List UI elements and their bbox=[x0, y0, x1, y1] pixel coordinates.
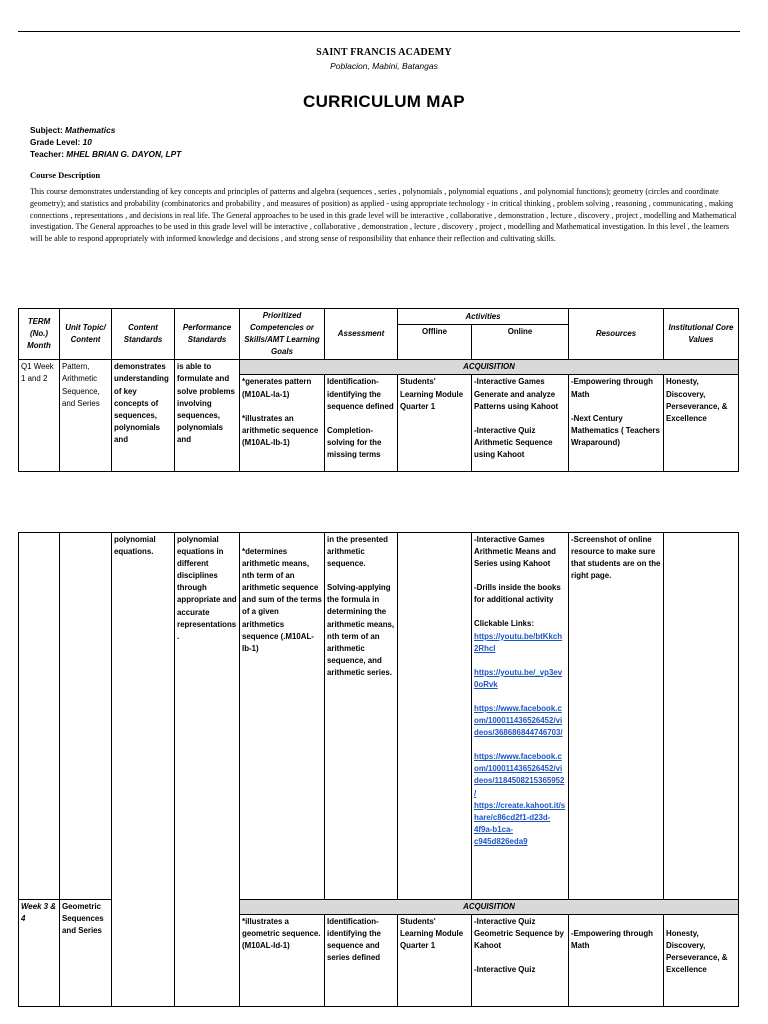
top-rule bbox=[18, 31, 740, 32]
row2-assess2: Solving-applying the formula in determining the arithmetic means, nth term of an arithmetic sequence, and arithmetic series. bbox=[327, 583, 395, 677]
row3-values: Honesty, Discovery, Perseverance, & Excellence bbox=[666, 929, 728, 975]
row1-comp2: *illustrates an arithmetic sequence (M10AL-Ib-1) bbox=[242, 413, 319, 447]
row2-term bbox=[19, 533, 60, 900]
header-unit: Unit Topic/ Content bbox=[60, 309, 112, 360]
row3-term: Week 3 & 4 bbox=[19, 900, 60, 1007]
course-description-text: This course demonstrates understanding of key concepts and principles of patterns and algebra (sequences , series , polynomials , polynomial equations , and polynomial functions); geometry (circles and coordinate geometry); and statistics and probability (combinatorics and probability , and measures of position) as applied - using appropriate technology - in critical thinking , problem solving , reasoning , communicating , making connections , representations , and decisions in real life. The General approaches to be used in this grade level will be interactive , collaborative , demonstration , lecture , discovery , project , modelling and Mathematical investigation. The General approaches to be used in this grade level will be interactive , collaborative , demonstration , lecture , discovery , project , modelling and Mathematical investigation. In this level , the learners will be able to respond appropriately with informed knowledge and decisions , and strong sense of responsibility that enhance their reflection and cultivating skills. bbox=[30, 187, 737, 244]
row2-competencies bbox=[240, 533, 325, 900]
row2-assess1: in the presented arithmetic sequence. bbox=[327, 535, 388, 569]
grade-label: Grade Level: bbox=[30, 137, 81, 147]
row1-assess1: Identification-identifying the sequence defined bbox=[327, 377, 394, 411]
header-online: Online bbox=[472, 325, 569, 360]
link-youtube-1[interactable]: https://youtu.be/btKkch2Rhcl bbox=[474, 631, 563, 653]
row2-comp: *determines arithmetic means, nth term of an arithmetic sequence and sum of the terms of a given arithmetics sequence (.M10AL-Ib-1) bbox=[242, 547, 322, 653]
acquisition-bar: ACQUISITION bbox=[240, 360, 739, 375]
row3-offline: Students' Learning Module Quarter 1 bbox=[398, 915, 472, 1007]
row3-core-values bbox=[664, 915, 739, 1007]
row1-offline: Students' Learning Module Quarter 1 bbox=[398, 375, 472, 472]
row2-content-standards: polynomial equations. bbox=[112, 533, 175, 1007]
header-activities: Activities bbox=[398, 309, 569, 325]
row3-assessment: Identification-identifying the sequence and series defined bbox=[325, 915, 398, 1007]
row1-assessment bbox=[325, 375, 398, 472]
row1-online bbox=[472, 375, 569, 472]
row1-content-standards: demonstrates understanding of key concepts of sequences, polynomials and bbox=[112, 360, 175, 472]
row1-assess2: Completion-solving for the missing terms bbox=[327, 425, 382, 459]
row2-performance-standards: polynomial equations in different disciplines through appropriate and accurate representations. bbox=[175, 533, 240, 1007]
grade-value: 10 bbox=[82, 137, 92, 147]
row1-res2: -Next Century Mathematics ( Teachers Wraparound) bbox=[571, 413, 660, 447]
page-title: CURRICULUM MAP bbox=[303, 92, 465, 111]
row2-online2: -Drills inside the books for additional activity bbox=[474, 583, 561, 605]
row3-online bbox=[472, 915, 569, 1007]
link-facebook-1[interactable]: https://www.facebook.com/100011436526452/videos/368686844746703/ bbox=[474, 703, 563, 738]
row1-online1: -Interactive Games Generate and analyze Patterns using Kahoot bbox=[474, 377, 559, 411]
teacher-value: MHEL BRIAN G. DAYON, LPT bbox=[66, 149, 182, 159]
link-youtube-2[interactable]: https://youtu.be/_vp3ev0oRvk bbox=[474, 667, 563, 689]
row1-resources bbox=[569, 375, 664, 472]
link-kahoot[interactable]: https://create.kahoot.it/share/c86cd2f1-d23d-4f9a-b1ca-c945d826eda9 bbox=[474, 800, 566, 846]
row2-core-values bbox=[664, 533, 739, 900]
link-facebook-2[interactable]: https://www.facebook.com/100011436526452/videos/1184508215365952/ bbox=[474, 752, 565, 798]
header-term: TERM (No.) Month bbox=[19, 309, 60, 360]
row3-res: -Empowering through Math bbox=[571, 929, 653, 951]
header-assessment: Assessment bbox=[325, 309, 398, 360]
teacher-line bbox=[30, 149, 181, 159]
header-content-standards: Content Standards bbox=[112, 309, 175, 360]
subject-value: Mathematics bbox=[65, 125, 116, 135]
row3-online1: -Interactive Quiz Geometric Sequence by Kahoot bbox=[474, 917, 564, 951]
school-location: Poblacion, Mabini, Batangas bbox=[330, 61, 438, 71]
subject-line bbox=[30, 125, 115, 135]
acquisition-bar-2: ACQUISITION bbox=[240, 900, 739, 915]
teacher-label: Teacher: bbox=[30, 149, 64, 159]
grade-line bbox=[30, 137, 92, 147]
row2-resources: -Screenshot of online resource to make sure that students are on the right page. bbox=[569, 533, 664, 900]
row1-core-values: Honesty, Discovery, Perseverance, & Excellence bbox=[664, 375, 739, 472]
row1-unit: Pattern, Arithmetic Sequence, and Series bbox=[60, 360, 112, 472]
header-core-values: Institutional Core Values bbox=[664, 309, 739, 360]
curriculum-table-part1 bbox=[18, 308, 739, 472]
row1-comp1: *generates pattern (M10AL-Ia-1) bbox=[242, 377, 312, 399]
row3-online2: -Interactive Quiz bbox=[474, 965, 536, 975]
row2-online1: -Interactive Games Arithmetic Means and Series using Kahoot bbox=[474, 535, 556, 569]
row3-competencies: *illustrates a geometric sequence. (M10AL-Id-1) bbox=[240, 915, 325, 1007]
curriculum-table-part2 bbox=[18, 532, 739, 1007]
header-performance-standards: Performance Standards bbox=[175, 309, 240, 360]
header-competencies: Prioritized Competencies or Skills/AMT Learning Goals bbox=[240, 309, 325, 360]
school-name: SAINT FRANCIS ACADEMY bbox=[316, 47, 452, 58]
row1-performance-standards: is able to formulate and solve problems involving sequences, polynomials and bbox=[175, 360, 240, 472]
subject-label: Subject: bbox=[30, 125, 63, 135]
row1-res1: -Empowering through Math bbox=[571, 377, 653, 399]
row3-unit: Geometric Sequences and Series bbox=[60, 900, 112, 1007]
header-resources: Resources bbox=[569, 309, 664, 360]
header-offline: Offline bbox=[398, 325, 472, 360]
row2-unit bbox=[60, 533, 112, 900]
course-description-heading: Course Description bbox=[30, 170, 101, 180]
row1-term: Q1 Week 1 and 2 bbox=[19, 360, 60, 472]
row2-online bbox=[472, 533, 569, 900]
row2-offline bbox=[398, 533, 472, 900]
row2-assessment bbox=[325, 533, 398, 900]
row3-resources bbox=[569, 915, 664, 1007]
row1-competencies bbox=[240, 375, 325, 472]
clickable-links-label: Clickable Links: bbox=[474, 619, 535, 629]
row1-online2: -Interactive Quiz Arithmetic Sequence using Kahoot bbox=[474, 425, 553, 459]
